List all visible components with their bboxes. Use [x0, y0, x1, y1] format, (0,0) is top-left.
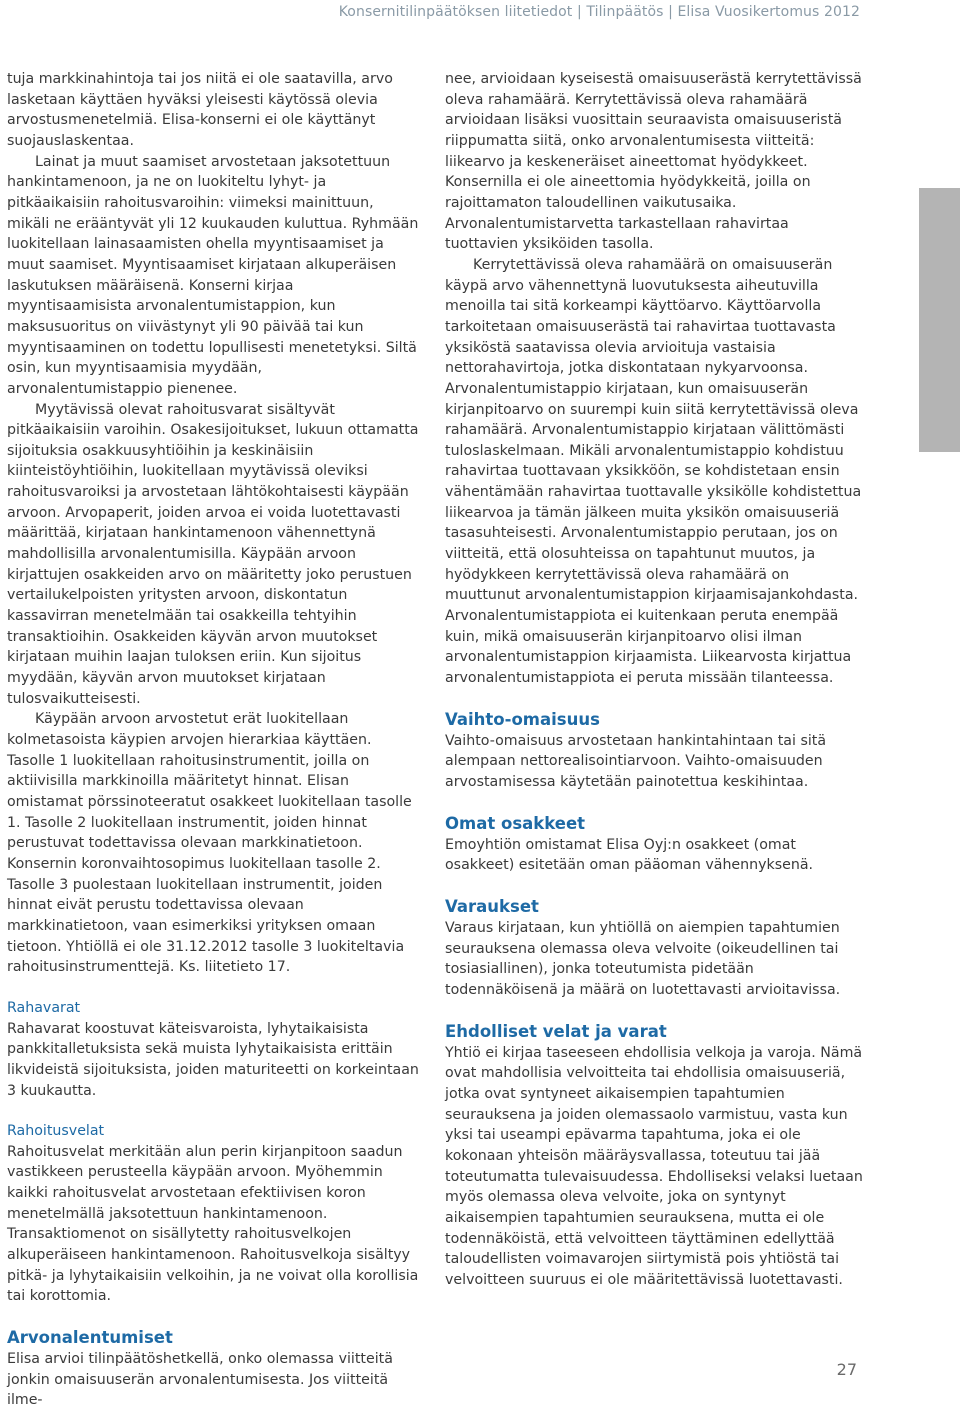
section-heading-vaihto-omaisuus: Vaihto-omaisuus	[445, 709, 600, 729]
paragraph: Rahoitusvelat merkitään alun perin kirjanpitoon saadun vastikkeen perusteella käypään arvoon. Myöhemmin kaikki rahoitusvelat arvostetaan efektiivisen koron menetelmällä jaksotettuun hankintamenoon. Transaktiomenot on sisällytetty rahoitusvelkojen alkuperäiseen hankintamenoon. Rahoitusvelkoja sisältyy pitkä- ja lyhytaikaisiin velkoihin, ja ne voivat olla korollisia tai korottomia.	[7, 1143, 419, 1305]
header-publication-title: Elisa Vuosikertomus 2012	[677, 4, 860, 20]
paragraph: Varaus kirjataan, kun yhtiöllä on aiempien tapahtumien seurauksena olemassa oleva velvoite (oikeudellinen tai tosiasiallinen), jonka toteutumista pidetään todennäköisenä ja määrä on luotettavasti arvioitavissa.	[445, 919, 841, 998]
left-column	[7, 69, 419, 1411]
section-heading-omat-osakkeet: Omat osakkeet	[445, 813, 586, 833]
page-number: 27	[836, 1360, 857, 1379]
running-header	[339, 4, 860, 20]
paragraph: Elisa arvioi tilinpäätöshetkellä, onko olemassa viitteitä jonkin omaisuuserän arvonalentumisesta. Jos viitteitä ilme-	[7, 1351, 393, 1409]
paragraph: Vaihto-omaisuus arvostetaan hankintahintaan tai sitä alempaan nettorealisointiarvoon. Vaihto-omaisuuden arvostamisessa käytetään painotettua keskihintaa.	[445, 732, 827, 790]
paragraph: Käypään arvoon arvostetut erät luokitellaan kolmetasoista käypien arvojen hierarkiaa käyttäen. Tasolle 1 luokitellaan rahoitusinstrumentit, joilla on aktiivisilla markkinoilla määritetyt hinnat. Elisan omistamat pörssinoteeratut osakkeet luokitellaan tasolle 1. Tasolle 2 luokitellaan instrumentit, joiden hinnat perustuvat todettavissa olevaan markkinatietoon. Konsernin koronvaihtosopimus luokitellaan tasolle 2. Tasolle 3 puolestaan luokitellaan instrumentit, joiden hinnat eivät perustu todettavissa olevaan markkinatietoon, vaan esimerkiksi yrityksen omaan tietoon. Yhtiöllä ei ole 31.12.2012 tasolle 3 luokiteltavia rahoitusinstrumenttejä. Ks. liitetieto 17.	[7, 711, 412, 976]
header-section-title: Konsernitilinpäätöksen liitetiedot	[338, 4, 573, 20]
paragraph: nee, arvioidaan kyseisestä omaisuuserästä kerrytettävissä oleva rahamäärä. Kerrytettävissä oleva rahamäärä arvioidaan lisäksi vuosittain seuraavista omaisuuseristä riippumatta siitä, onko arvonalentumisesta viitteitä: liikearvo ja keskeneräiset aineettomat hyödykkeet. Konsernilla ei ole aineettomia hyödykkeitä, joilla on rajoittamaton taloudellinen vaikutusaika. Arvonalentumistarvetta tarkastellaan rahavirtaa tuottavien yksiköiden tasolla.	[445, 71, 862, 253]
header-part-title: Tilinpäätös	[586, 4, 664, 20]
section-heading-rahavarat: Rahavarat	[7, 999, 81, 1016]
section-heading-ehdolliset: Ehdolliset velat ja varat	[445, 1021, 667, 1041]
paragraph: Emoyhtiön omistamat Elisa Oyj:n osakkeet (omat osakkeet) esitetään oman pääoman vähennyksenä.	[445, 836, 814, 874]
paragraph: Kerrytettävissä oleva rahamäärä on omaisuuserän käypä arvo vähennettynä luovutuksesta aiheutuvilla menoilla tai sitä korkeampi käyttöarvo. Käyttöarvolla tarkoitetaan omaisuuserästä tai rahavirtaa tuottavasta yksiköstä saatavissa olevia arvioituja vastaisia nettorahavirtoja, jotka diskontataan nykyarvoonsa. Arvonalentumistappio kirjataan, kun omaisuuserän kirjanpitoarvo on suurempi kuin siitä kerrytettävissä oleva rahamäärä. Arvonalentumistappio kirjataan välittömästi tuloslaskelmaan. Mikäli arvonalentumistappio kohdistuu rahavirtaa tuottavaan yksikköön, se kohdistetaan ensin vähentämään rahavirtaa tuottavalle yksikölle kohdistettua liikearvoa ja tämän jälkeen muita yksikön omaisuuseriä tasasuhteisesti. Arvonalentumistappio perutaan, jos on viitteitä, että olosuhteissa on tapahtunut muutos, ja hyödykkeen kerrytettävissä oleva rahamäärä on muuttunut arvonalentumistappion kirjaamisajankohdasta. Arvonalentumistappiota ei kuitenkaan peruta enempää kuin, mikä omaisuuserän kirjanpitoarvo olisi ilman arvonalentumistappion kirjaamista. Liikearvosta kirjattua arvonalentumistappiota ei peruta missään tilanteessa.	[445, 256, 862, 687]
paragraph: Rahavarat koostuvat käteisvaroista, lyhytaikaisista pankkitalletuksista sekä muista lyhytaikaisista erittäin likvideistä sijoituksista, joiden maturiteetti on korkeintaan 3 kuukautta.	[7, 1020, 419, 1099]
paragraph: Myytävissä olevat rahoitusvarat sisältyvät pitkäaikaisiin varoihin. Osakesijoitukset, lukuun ottamatta sijoituksia osakkuusyhtiöihin ja keskinäisiin kiinteistöyhtiöihin, luokitellaan myytävissä oleviksi rahoitusvaroiksi ja arvostetaan lähtökohtaisesti käypään arvoon. Arvopaperit, joiden arvoa ei voida luotettavasti määrittää, kirjataan hankintamenoon vähennettynä mahdollisilla arvonalentumisilla. Käypään arvoon kirjattujen osakkeiden arvo on määritetty joko perustuen vertailukelpoisten yritysten arvoon, diskontatun kassavirran menetelmään tai osakkeilla tehtyihin transaktioihin. Osakkeiden käyvän arvon muutokset kirjataan muihin laajan tuloksen eriin. Kun sijoitus myydään, käyvän arvon muutokset kirjataan tulosvaikutteisesti.	[7, 401, 419, 707]
paragraph: Lainat ja muut saamiset arvostetaan jaksotettuun hankintamenoon, ja ne on luokiteltu lyhyt- ja pitkäaikaisiin rahoitusvaroihin: viimeksi mainittuun, mikäli ne erääntyvät yli 12 kuukauden kuluttua. Ryhmään luokitellaan lainasaamisten ohella myyntisaamiset ja muut saamiset. Myyntisaamiset kirjataan alkuperäisen laskutuksen määräisenä. Konserni kirjaa myyntisaamisista arvonalentumistappion, kun maksusuoritus on viivästynyt yli 90 päivää tai kun myyntisaaminen on todettu lopullisesti menetetyksi. Siltä osin, kun myyntisaamisia myydään, arvonalentumistappio pienenee.	[7, 153, 419, 397]
header-separator: |	[668, 4, 673, 20]
paragraph: Yhtiö ei kirjaa taseeseen ehdollisia velkoja ja varoja. Nämä ovat mahdollisia velvoitteita tai ehdollisia omaisuuseriä, jotka ovat syntyneet aikaisempien tapahtumien seurauksena ja joiden olemassaolo varmistuu, vasta kun yksi tai useampi epävarma tapahtuma, joka ei ole kokonaan yhteisön määräysvallassa, toteutuu tai jää toteutumatta tulevaisuudessa. Ehdolliseksi velaksi luetaan myös olemassa oleva velvoite, joka on syntynyt aikaisempien tapahtumien seurauksena, mutta ei ole todennäköistä, että velvoitteen täyttäminen edellyttää taloudellisten voimavarojen siirtymistä pois yhtiöstä tai velvoitteen suuruus ei ole määritettävissä luotettavasti.	[445, 1044, 863, 1288]
paragraph: tuja markkinahintoja tai jos niitä ei ole saatavilla, arvo lasketaan käyttäen hyväksi yleisesti käytössä olevia arvostusmenetelmiä. Elisa-konserni ei ole käyttänyt suojauslaskentaa.	[7, 71, 393, 149]
section-heading-arvonalentumiset: Arvonalentumiset	[7, 1328, 173, 1348]
header-separator: |	[576, 4, 582, 20]
side-tab-marker	[919, 188, 960, 452]
section-heading-rahoitusvelat: Rahoitusvelat	[7, 1123, 105, 1140]
right-column	[445, 69, 863, 1290]
section-heading-varaukset: Varaukset	[445, 896, 539, 916]
